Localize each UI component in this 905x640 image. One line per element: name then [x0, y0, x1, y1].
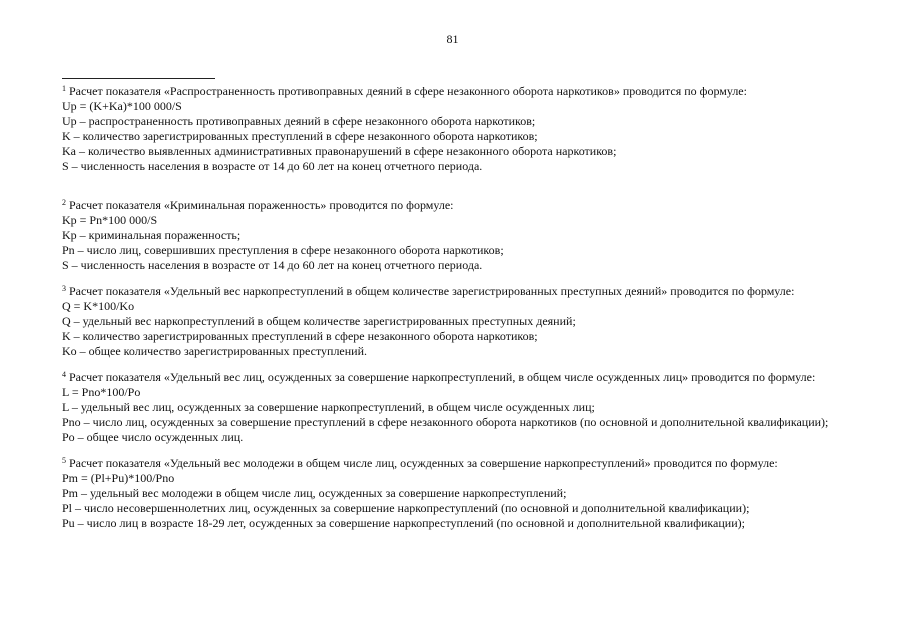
definition-line: Up – распространенность противоправных деяний в сфере незаконного оборота наркотиков;: [62, 114, 536, 128]
footnote-4: [62, 370, 844, 445]
footnote-heading: Расчет показателя «Распространенность противоправных деяний в сфере незаконного оборота наркотиков» проводится по формуле:: [69, 84, 747, 98]
footnote-marker: 5: [62, 456, 66, 465]
footnotes-section: [62, 84, 844, 531]
footnote-marker: 3: [62, 284, 66, 293]
footnote-5: [62, 456, 844, 531]
definition-line: K – количество зарегистрированных преступлений в сфере незаконного оборота наркотиков;: [62, 329, 538, 343]
formula: Kp = Pn*100 000/S: [62, 213, 158, 227]
definition-line: Ko – общее количество зарегистрированных преступлений.: [62, 344, 368, 358]
definition-line: Po – общее число осужденных лиц.: [62, 430, 244, 444]
definition-line: Pu – число лиц в возрасте 18-29 лет, осужденных за совершение наркопреступлений (по основной и дополнительной квалификации);: [62, 516, 745, 530]
footnote-1: [62, 84, 844, 174]
definition-line: Kp – криминальная пораженность;: [62, 228, 241, 242]
formula: Q = K*100/Ko: [62, 299, 135, 313]
footnote-heading: Расчет показателя «Криминальная пораженность» проводится по формуле:: [69, 198, 454, 212]
formula: L = Pno*100/Po: [62, 385, 141, 399]
definition-line: Ka – количество выявленных административных правонарушений в сфере незаконного оборота наркотиков;: [62, 144, 617, 158]
footnote-marker: 1: [62, 84, 66, 93]
definition-line: S – численность населения в возрасте от 14 до 60 лет на конец отчетного периода.: [62, 159, 483, 173]
formula: Pm = (Pl+Pu)*100/Pno: [62, 471, 175, 485]
formula: Up = (K+Ka)*100 000/S: [62, 99, 182, 113]
footnote-marker: 2: [62, 198, 66, 207]
footnote-heading: Расчет показателя «Удельный вес лиц, осужденных за совершение наркопреступлений, в общем числе осужденных лиц» проводится по формуле:: [69, 370, 816, 384]
footnote-3: [62, 284, 844, 359]
footnote-heading: Расчет показателя «Удельный вес молодежи в общем числе лиц, осужденных за совершение наркопреступлений» проводится по формуле:: [69, 456, 778, 470]
definition-line: K – количество зарегистрированных преступлений в сфере незаконного оборота наркотиков;: [62, 129, 538, 143]
footnote-heading: Расчет показателя «Удельный вес наркопреступлений в общем количестве зарегистрированных преступных деяний» проводится по формуле:: [69, 284, 795, 298]
definition-line: S – численность населения в возрасте от 14 до 60 лет на конец отчетного периода.: [62, 258, 483, 272]
footnote-separator: [62, 78, 215, 79]
definition-line: Pl – число несовершеннолетних лиц, осужденных за совершение наркопреступлений (по основной и дополнительной квалификации);: [62, 501, 750, 515]
footnote-marker: 4: [62, 370, 66, 379]
definition-line: L – удельный вес лиц, осужденных за совершение наркопреступлений, в общем числе осужденных лиц;: [62, 400, 595, 414]
definition-line: Pm – удельный вес молодежи в общем числе лиц, осужденных за совершение наркопреступлений;: [62, 486, 567, 500]
definition-line: Pno – число лиц, осужденных за совершение преступлений в сфере незаконного оборота наркотиков (по основной и дополнительной квалификации);: [62, 415, 829, 429]
footnote-2: [62, 198, 844, 273]
definition-line: Q – удельный вес наркопреступлений в общем количестве зарегистрированных преступных деяний;: [62, 314, 576, 328]
definition-line: Pn – число лиц, совершивших преступления в сфере незаконного оборота наркотиков;: [62, 243, 504, 257]
page-number: 81: [446, 32, 459, 46]
